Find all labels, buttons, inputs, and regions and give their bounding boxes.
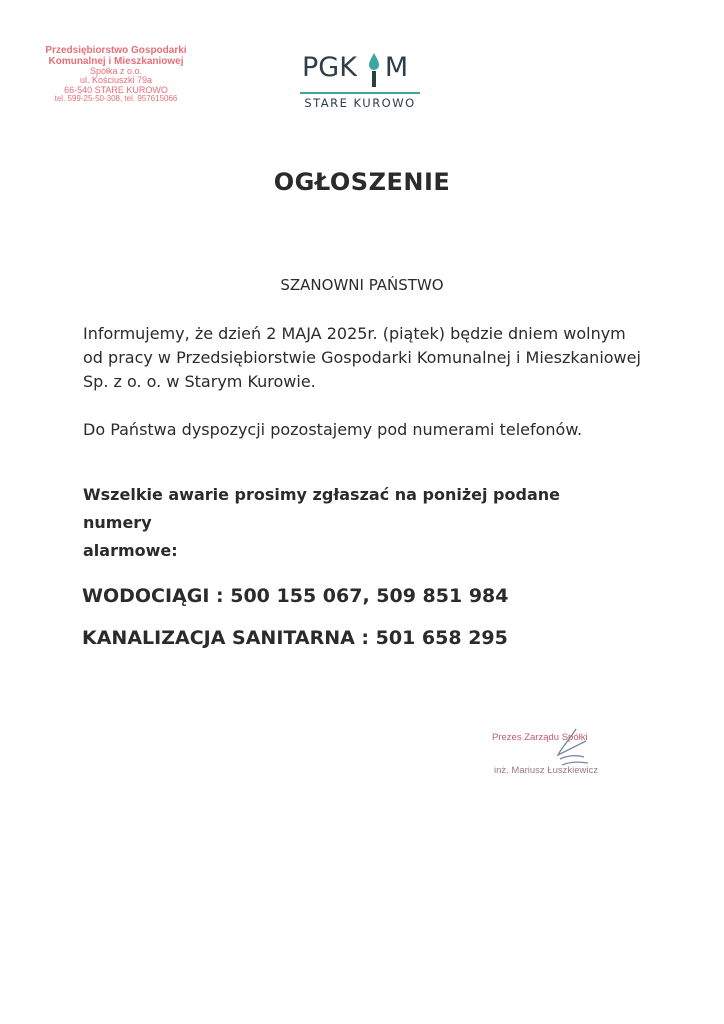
logo-subtitle: STARE KUROWO xyxy=(304,96,416,110)
paragraph-line: od pracy w Przedsiębiorstwie Gospodarki Komunalnej i Mieszkaniowej xyxy=(83,348,641,367)
water-drop-icon xyxy=(366,52,382,88)
paragraph-line: Informujemy, że dzień 2 MAJA 2025r. (piątek) będzie dniem wolnym xyxy=(83,324,626,343)
sewer-emergency-number: KANALIZACJA SANITARNA : 501 658 295 xyxy=(82,627,508,649)
signatory-role: Prezes Zarządu Spółki xyxy=(492,732,588,743)
water-emergency-numbers: WODOCIĄGI : 500 155 067, 509 851 984 xyxy=(82,585,509,607)
logo-underline xyxy=(300,92,420,94)
contact-paragraph: Do Państwa dyspozycji pozostajemy pod numerami telefonów. xyxy=(83,420,583,439)
company-logo xyxy=(298,50,424,112)
stamp-line: Komunalnej i Mieszkaniowej xyxy=(48,55,184,67)
signature-block xyxy=(488,725,628,785)
logo-wordmark xyxy=(302,52,408,83)
signatory-name: inż. Mariusz Łuszkiewicz xyxy=(494,765,598,776)
paragraph-line: alarmowe: xyxy=(83,541,178,560)
stamp-line: Przedsiębiorstwo Gospodarki xyxy=(45,45,187,56)
greeting: SZANOWNI PAŃSTWO xyxy=(280,276,444,294)
stamp-line: tel. 599-25-50-308, tel. 957615066 xyxy=(54,94,178,104)
paragraph-line: Wszelkie awarie prosimy zgłaszać na poniżej podane numery xyxy=(83,485,560,532)
stamp-line: Spółka z o.o. xyxy=(89,66,143,76)
logo-text-right: M xyxy=(384,52,409,83)
emergency-intro xyxy=(83,481,603,565)
stamp-line: 66-540 STARE KUROWO xyxy=(64,84,168,95)
paragraph-line: Sp. z o. o. w Starym Kurowie. xyxy=(83,372,316,391)
stamp-line: ul. Kościuszki 79a xyxy=(79,75,153,86)
page-title: OGŁOSZENIE xyxy=(273,168,451,196)
announcement-paragraph xyxy=(83,322,663,394)
logo-text-left: PGK xyxy=(302,52,357,83)
company-stamp xyxy=(30,46,202,104)
